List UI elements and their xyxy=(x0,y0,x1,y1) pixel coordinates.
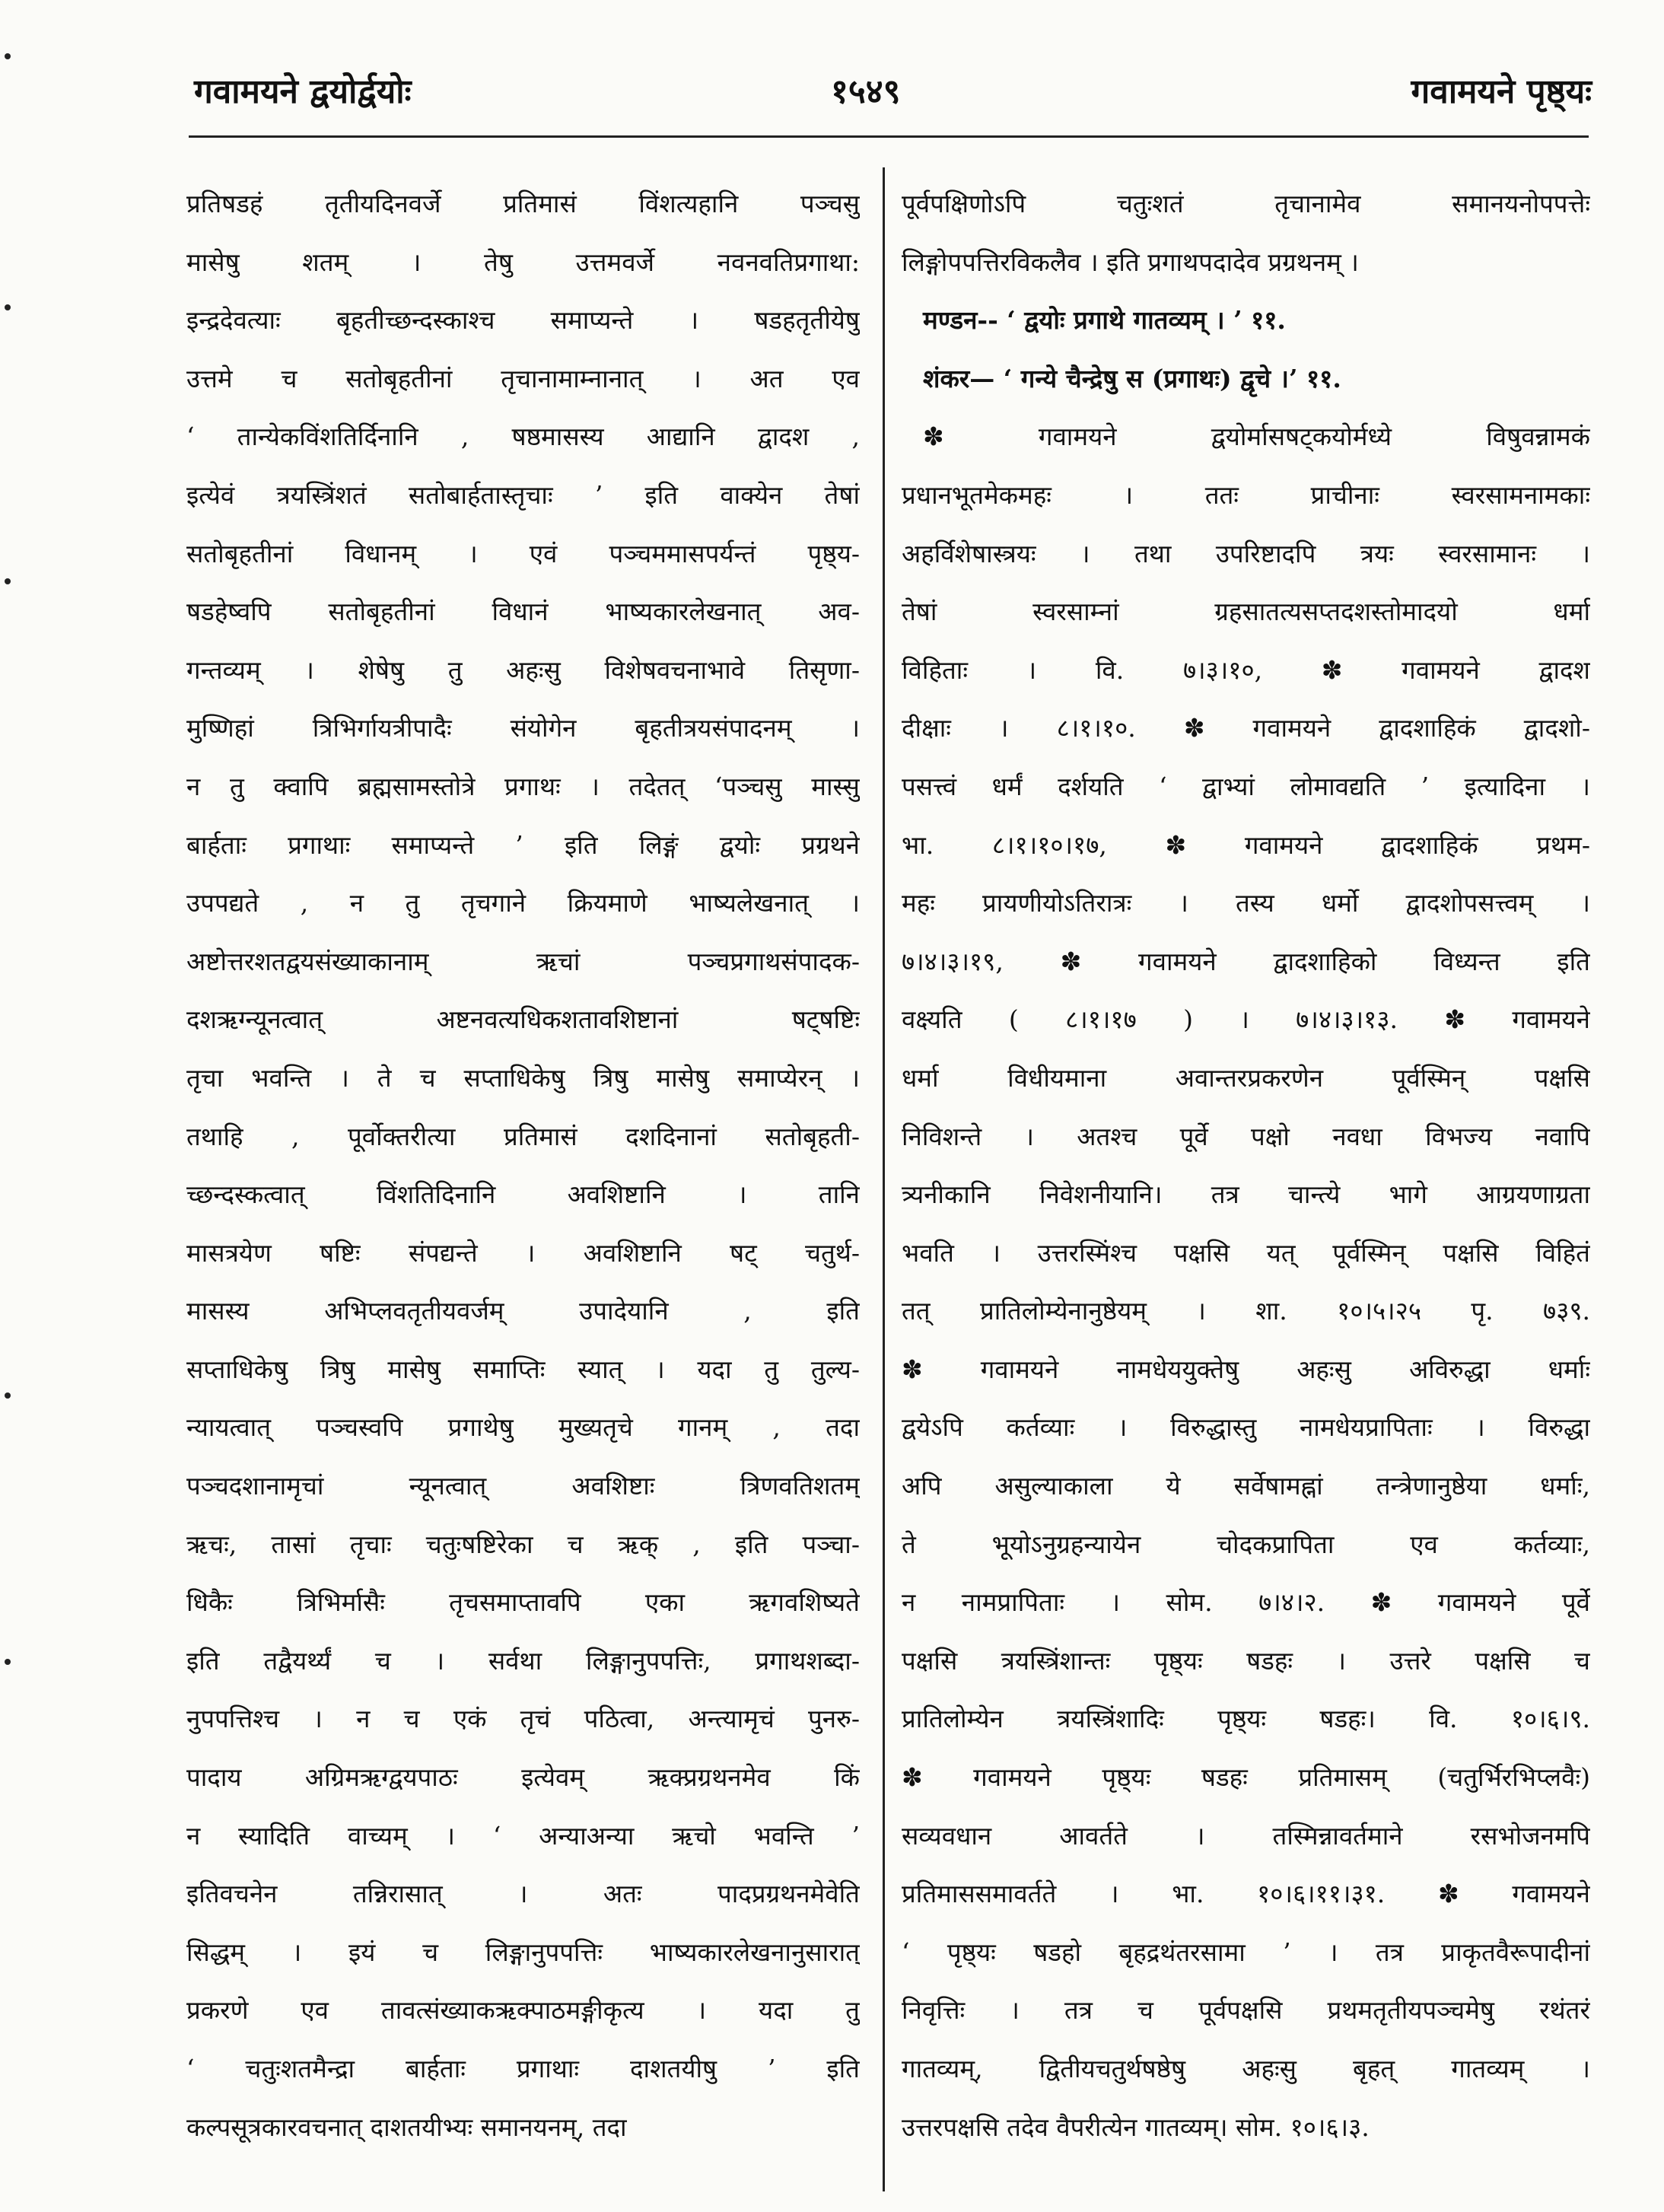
text-line: धिकैः त्रिभिर्मासैः तृचसमाप्तावपि एका ऋगवशिष्यते xyxy=(186,1587,860,1618)
text-line: ऋचः, तासां तृचाः चतुःषष्टिरेका च ऋक् , इति पञ्चा- xyxy=(186,1529,860,1559)
text-line: मुष्णिहां त्रिभिर्गायत्रीपादैः संयोगेन बृहतीत्रयसंपादनम् । xyxy=(186,713,860,743)
text-line: प्रतिमाससमावर्तते । भा. १०।६।११।३१. ✽ गवामयने xyxy=(902,1879,1590,1909)
text-line: उपपद्यते , न तु तृचगाने क्रियमाणे भाष्यलेखनात् । xyxy=(186,888,860,918)
text-line: न तु क्वापि ब्रह्मसामस्तोत्रे प्रगाथः । तदेतत् ‘पञ्चसु मास्सु xyxy=(186,771,860,801)
left-column xyxy=(186,175,860,2156)
text-line: निवृत्तिः । तत्र च पूर्वपक्षसि प्रथमतृतीयपञ्चमेषु रथंतरं xyxy=(902,1995,1590,2026)
text-line: षडहेष्वपि सतोबृहतीनां विधानं भाष्यकारलेखनात् अव- xyxy=(186,597,860,627)
text-line: वक्ष्यति ( ८।१।१७ ) । ७।४।३।१३. ✽ गवामयने xyxy=(902,1004,1590,1035)
text-line: तत् प्रातिलोम्येनानुष्ठेयम् । शा. १०।५।२५ पृ. ७३९. xyxy=(902,1296,1590,1326)
text-line: गन्तव्यम् । शेषेषु तु अहःसु विशेषवचनाभावे तिसृणा- xyxy=(186,654,860,685)
text-line: ✽ गवामयने नामधेययुक्तेषु अहःसु अविरुद्धा धर्माः xyxy=(902,1354,1590,1384)
text-line: इति तद्वैयर्थ्यं च । सर्वथा लिङ्गानुपपत्तिः, प्रगाथशब्दा- xyxy=(186,1645,860,1676)
text-line: इत्येवं त्रयस्त्रिंशतं सतोबार्हतास्तृचाः ’ इति वाक्येन तेषां xyxy=(186,479,860,510)
text-line: पञ्चदशानामृचां न्यूनत्वात् अवशिष्टाः त्रिणवतिशतम् xyxy=(186,1471,860,1501)
text-line: तृचा भवन्ति । ते च सप्ताधिकेषु त्रिषु मासेषु समाप्येरन् । xyxy=(186,1062,860,1093)
text-line: तथाहि , पूर्वोक्तरीत्या प्रतिमासं दशदिनानां सतोबृहती- xyxy=(186,1121,860,1151)
text-line: सिद्धम् । इयं च लिङ्गानुपपत्तिः भाष्यकारलेखनानुसारात् xyxy=(186,1937,860,1967)
text-line: प्रातिलोम्येन त्रयस्त्रिंशादिः पृष्ठ्यः षडहः। वि. १०।६।९. xyxy=(902,1704,1590,1734)
text-line: उत्तरपक्षसि तदेव वैपरीत्येन गातव्यम्। सोम. १०।६।३. xyxy=(902,2112,1370,2142)
text-line: महः प्रायणीयोऽतिरात्रः । तस्य धर्मो द्वादशोपसत्त्वम् । xyxy=(902,888,1590,918)
text-line: ७।४।३।१९, ✽ गवामयने द्वादशाहिको विध्यन्त इति xyxy=(902,946,1590,976)
text-line: दशऋग्न्यूनत्वात् अष्टनवत्यधिकशतावशिष्टानां षट्षष्टिः xyxy=(186,1004,860,1035)
text-line: न्यायत्वात् पञ्चस्वपि प्रगाथेषु मुख्यतृचे गानम् , तदा xyxy=(186,1412,860,1443)
text-line: सव्यवधान आवर्तते । तस्मिन्नावर्तमाने रसभोजनमपि xyxy=(902,1820,1590,1851)
text-line: निविशन्ते । अतश्च पूर्वे पक्षो नवधा विभज्य नवापि xyxy=(902,1121,1590,1151)
text-line: न नामप्रापिताः । सोम. ७।४।२. ✽ गवामयने पूर्वे xyxy=(902,1587,1590,1618)
text-line: इन्द्रदेवत्याः बृहतीच्छन्दस्काश्च समाप्यन्ते । षडहतृतीयेषु xyxy=(186,305,860,336)
text-line: भवति । उत्तरस्मिंश्च पक्षसि यत् पूर्वस्मिन् पक्षसि विहितं xyxy=(902,1237,1590,1268)
text-line: लिङ्गोपपत्तिरविकलैव । इति प्रगाथपदादेव प्रग्रथनम् । xyxy=(902,247,1359,277)
text-line: त्र्यनीकानि निवेशनीयानि। तत्र चान्त्ये भागे आग्रयणाग्रता xyxy=(902,1179,1590,1210)
text-line: कल्पसूत्रकारवचनात् दाशतयीभ्यः समानयनम्, तदा xyxy=(186,2112,627,2142)
margin-mark xyxy=(5,578,11,584)
text-line: मासत्रयेण षष्टिः संपद्यन्ते । अवशिष्टानि षट् चतुर्थ- xyxy=(186,1237,860,1268)
text-line: शंकर— ‘ गन्ये चैन्द्रेषु स (प्रगाथः) द्वृचे ।’ ११. xyxy=(923,363,1341,393)
margin-mark xyxy=(5,1392,11,1399)
header-rule xyxy=(189,135,1589,138)
page-number: १५४९ xyxy=(831,72,901,111)
right-column xyxy=(902,175,1590,2156)
text-line: बार्हताः प्रगाथाः समाप्यन्ते ’ इति लिङ्गं द्वयोः प्रग्रथने xyxy=(186,829,860,860)
text-line: अपि असुल्याकाला ये सर्वेषामह्नां तन्त्रेणानुष्ठेया धर्माः, xyxy=(902,1471,1590,1501)
text-line: प्रतिषडहं तृतीयदिनवर्जे प्रतिमासं विंशत्यहानि पञ्चसु xyxy=(186,189,860,218)
running-header-left: गवामयने द्वयोर्द्वयोः xyxy=(194,72,412,111)
text-line: सतोबृहतीनां विधानम् । एवं पञ्चममासपर्यन्तं पृष्ठ्य- xyxy=(186,538,860,568)
text-line: च्छन्दस्कत्वात् विंशतिदिनानि अवशिष्टानि । तानि xyxy=(186,1179,860,1210)
margin-mark xyxy=(5,53,11,59)
text-line: तेषां स्वरसाम्नां ग्रहसातत्यसप्तदशस्तोमादयो धर्मा xyxy=(902,597,1590,627)
text-line: ‘ चतुःशतमैन्द्रा बार्हताः प्रगाथाः दाशतयीषु ’ इति xyxy=(186,2054,860,2083)
text-line: उत्तमे च सतोबृहतीनां तृचानामाम्नानात् । अत एव xyxy=(186,363,860,393)
column-divider xyxy=(883,167,885,2191)
text-line: दीक्षाः । ८।१।१०. ✽ गवामयने द्वादशाहिकं द्वादशो- xyxy=(902,713,1590,743)
margin-mark xyxy=(5,1659,11,1665)
text-line: ‘ पृष्ठ्यः षडहो बृहद्रथंतरसामा ’ । तत्र प्राकृतवैरूपादीनां xyxy=(902,1937,1590,1967)
text-line: अष्टोत्तरशतद्वयसंख्याकानाम् ऋचां पञ्चप्रगाथसंपादक- xyxy=(186,946,860,976)
text-line: नुपपत्तिश्च । न च एकं तृचं पठित्वा, अन्त्यामृचं पुनरु- xyxy=(186,1704,860,1734)
text-line: पसत्त्वं धर्मं दर्शयति ‘ द्वाभ्यां लोमावद्यति ’ इत्यादिना । xyxy=(902,771,1590,801)
text-line: मण्डन-- ‘ द्वयोः प्रगाथे गातव्यम् । ’ ११. xyxy=(923,305,1286,336)
text-line: सप्ताधिकेषु त्रिषु मासेषु समाप्तिः स्यात् । यदा तु तुल्य- xyxy=(186,1354,860,1384)
text-line: न स्यादिति वाच्यम् । ‘ अन्याअन्या ऋचो भवन्ति ’ xyxy=(186,1820,860,1851)
text-line: पूर्वपक्षिणोऽपि चतुःशतं तृचानामेव समानयनोपपत्तेः xyxy=(902,189,1590,218)
text-line: अहर्विशेषास्त्रयः । तथा उपरिष्टादपि त्रयः स्वरसामानः । xyxy=(902,538,1590,568)
text-line: प्रकरणे एव तावत्संख्याकऋक्पाठमङ्गीकृत्य । यदा तु xyxy=(186,1995,860,2026)
text-line: भा. ८।१।१०।१७, ✽ गवामयने द्वादशाहिकं प्रथम- xyxy=(902,829,1590,860)
text-line: ‘ तान्येकविंशतिर्दिनानि , षष्ठमासस्य आद्यानि द्वादश , xyxy=(186,422,860,452)
text-line: धर्मा विधीयमाना अवान्तरप्रकरणेन पूर्वस्मिन् पक्षसि xyxy=(902,1062,1590,1093)
margin-mark xyxy=(5,304,11,310)
text-line: विहिताः । वि. ७।३।१०, ✽ गवामयने द्वादश xyxy=(902,654,1590,685)
running-header-right: गवामयने पृष्ठ्यः xyxy=(1411,72,1592,111)
text-line: मासेषु शतम् । तेषु उत्तमवर्जे नवनवतिप्रगाथा: xyxy=(186,247,860,277)
text-line: इतिवचनेन तन्निरासात् । अतः पादप्रग्रथनमेवेति xyxy=(186,1879,860,1909)
text-line: ✽ गवामयने द्वयोर्मासषट्कयोर्मध्ये विषुवन्नामकं xyxy=(923,422,1590,452)
text-line: ते भूयोऽनुग्रहन्यायेन चोदकप्रापिता एव कर्तव्याः, xyxy=(902,1529,1590,1559)
text-line: पादाय अग्रिमऋग्द्वयपाठः इत्येवम् ऋक्प्रग्रथनमेव किं xyxy=(186,1762,860,1793)
text-line: गातव्यम्, द्वितीयचतुर्थषष्ठेषु अहःसु बृहत् गातव्यम् । xyxy=(902,2054,1590,2083)
text-line: पक्षसि त्रयस्त्रिंशान्तः पृष्ठ्यः षडहः । उत्तरे पक्षसि च xyxy=(902,1645,1590,1676)
text-line: ✽ गवामयने पृष्ठ्यः षडहः प्रतिमासम् (चतुर्भिरभिप्लवैः) xyxy=(902,1762,1590,1793)
text-line: द्वयेऽपि कर्तव्याः । विरुद्धास्तु नामधेयप्रापिताः । विरुद्धा xyxy=(902,1412,1590,1443)
text-line: प्रधानभूतमेकमहः । ततः प्राचीनाः स्वरसामनामकाः xyxy=(902,479,1590,510)
text-line: मासस्य अभिप्लवतृतीयवर्जम् उपादेयानि , इति xyxy=(186,1296,860,1326)
